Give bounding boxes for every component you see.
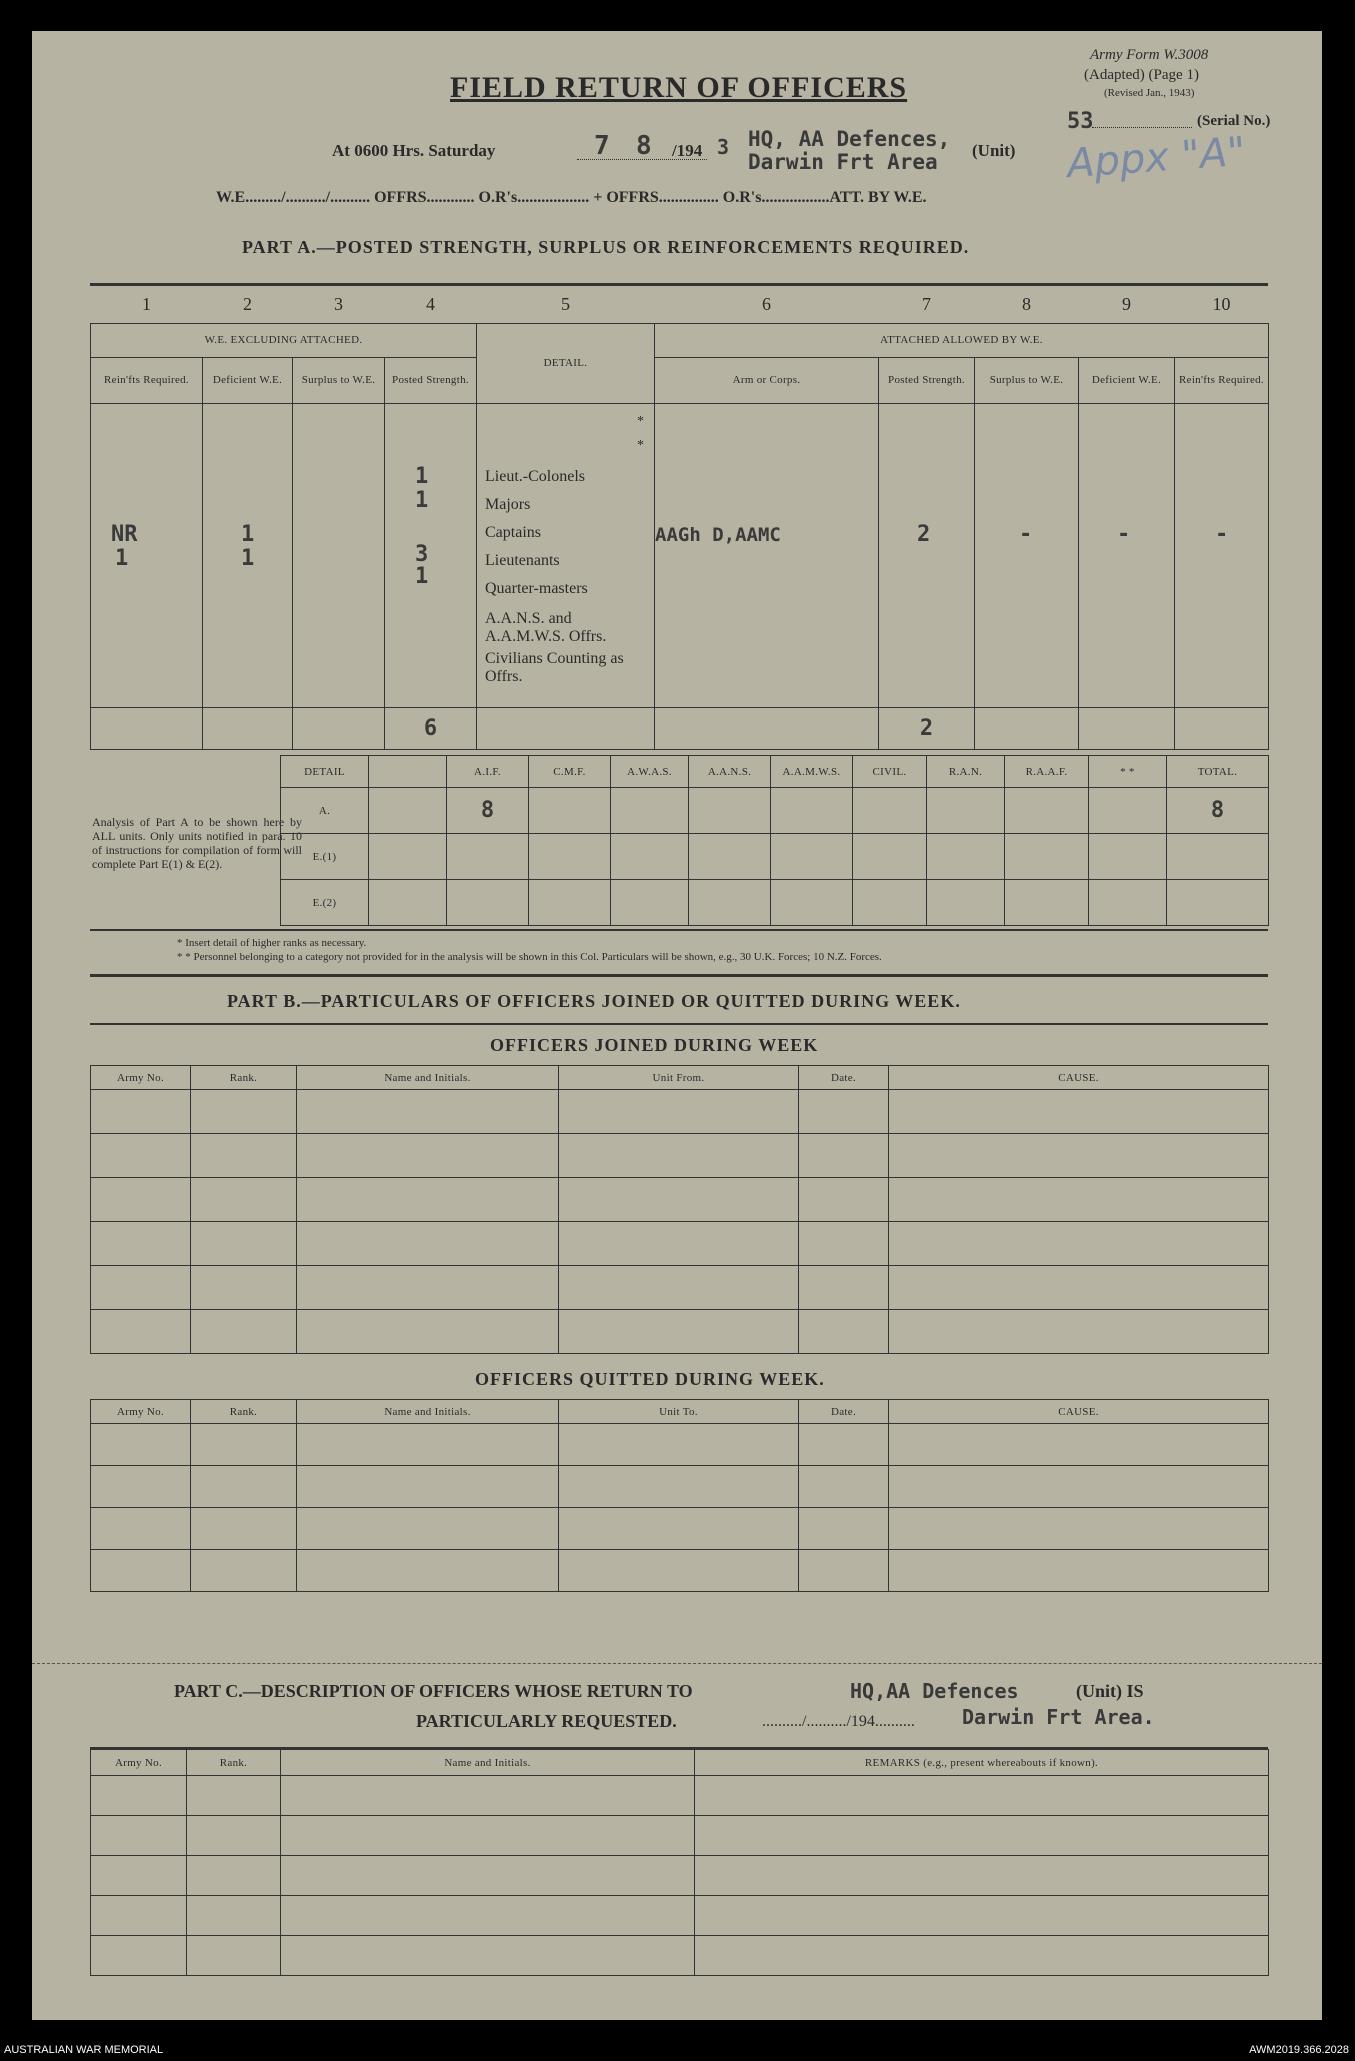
part-c-header-rank: Rank. [187, 1750, 281, 1776]
analysis-col-total: TOTAL. [1167, 756, 1269, 788]
table-row [91, 1310, 1269, 1354]
serial-number: 53 [1067, 109, 1094, 134]
header-deficient-we: Deficient W.E. [203, 357, 293, 403]
table-row [91, 1816, 1269, 1856]
quitted-header-date: Date. [799, 1400, 889, 1424]
total-cell [203, 707, 293, 749]
handwritten-appendix: Appx "A" [1065, 128, 1248, 188]
unit-typed-line2: Darwin Frt Area [748, 150, 938, 174]
part-c-date-line: ........../........../194.......... [762, 1713, 915, 1730]
form-revised: (Revised Jan., 1943) [1104, 87, 1195, 99]
rank-civilians: Civilians Counting as Offrs. [485, 649, 624, 685]
group-header-attached: ATTACHED ALLOWED BY W.E. [655, 323, 1269, 357]
col-number: 10 [1212, 294, 1231, 315]
joined-header-cause: CAUSE. [889, 1066, 1269, 1090]
joined-header-name: Name and Initials. [297, 1066, 559, 1090]
footnote-2: * * Personnel belonging to a category not provided for in the analysis will be shown in this Col. Particulars will be shown, e.g., 30 U.K. Forces; 10 N.Z. Forces. [177, 951, 882, 963]
footnote-1: * Insert detail of higher ranks as necessary. [177, 937, 367, 949]
form-number: Army Form W.3008 [1090, 47, 1209, 63]
total-cell [1079, 707, 1175, 749]
rule [90, 974, 1268, 977]
table-row [91, 1776, 1269, 1816]
col-number: 8 [1022, 294, 1031, 315]
form-adapted: (Adapted) (Page 1) [1084, 67, 1199, 83]
rule [90, 1023, 1268, 1025]
cell-surplus [293, 403, 385, 707]
total-cell [91, 707, 203, 749]
rule [90, 283, 1268, 286]
part-a-table [90, 287, 1269, 750]
part-c-header-army-no: Army No. [91, 1750, 187, 1776]
part-c-unit-label: (Unit) IS [1076, 1681, 1144, 1701]
typed-posted-ltcol: 1 [415, 463, 429, 489]
date-year-prefix: /194 [672, 141, 703, 160]
total-cell [655, 707, 879, 749]
form-sheet [32, 31, 1322, 2020]
typed-deficient-captains: 1 [241, 521, 255, 547]
header-att-deficient: Deficient W.E. [1079, 357, 1175, 403]
part-c-heading-1: PART C.—DESCRIPTION OF OFFICERS WHOSE RETURN TO [174, 1681, 693, 1701]
part-c-heading-2: PARTICULARLY REQUESTED. [416, 1711, 677, 1731]
table-row [91, 1090, 1269, 1134]
analysis-table [280, 755, 1269, 926]
analysis-col-raaf: R.A.A.F. [1005, 756, 1089, 788]
header-att-reinfts: Rein'fts Required. [1175, 357, 1269, 403]
rule [90, 929, 1268, 931]
part-c-header-remarks: REMARKS (e.g., present whereabouts if known). [695, 1750, 1269, 1776]
analysis-row-e2: E.(2) [281, 880, 369, 926]
rank-lieutenants: Lieutenants [485, 551, 560, 569]
rank-quartermasters: Quarter-masters [485, 579, 588, 597]
quitted-title: OFFICERS QUITTED DURING WEEK. [475, 1369, 825, 1389]
part-c-unit-typed: HQ,AA Defences [850, 1679, 1019, 1703]
table-row [91, 1896, 1269, 1936]
joined-title: OFFICERS JOINED DURING WEEK [490, 1035, 819, 1055]
col-number: 4 [426, 294, 435, 315]
group-header-we-excluding: W.E. EXCLUDING ATTACHED. [91, 323, 477, 357]
joined-header-army-no: Army No. [91, 1066, 191, 1090]
table-row [91, 1424, 1269, 1466]
total-cell [1175, 707, 1269, 749]
part-c-header-name: Name and Initials. [281, 1750, 695, 1776]
header-arm-corps: Arm or Corps. [655, 357, 879, 403]
col-number: 5 [561, 294, 570, 315]
analysis-note: Analysis of Part A to be shown here by ALL units. Only units notified in para. 10 of instructions for compilation of form will complete Part E(1) & E(2). [92, 815, 302, 871]
table-row [91, 1508, 1269, 1550]
analysis-col-other: * * [1089, 756, 1167, 788]
typed-total-a: 8 [1167, 788, 1269, 834]
col-number: 9 [1122, 294, 1131, 315]
analysis-col-civil: CIVIL. [853, 756, 927, 788]
typed-att-posted: 2 [917, 521, 931, 547]
joined-header-rank: Rank. [191, 1066, 297, 1090]
table-row [91, 1266, 1269, 1310]
cell-posted [385, 403, 477, 707]
col-number: 6 [762, 294, 771, 315]
typed-deficient-lieutenants: 1 [241, 545, 255, 571]
cell-att-posted [879, 403, 975, 707]
analysis-col-aans: A.A.N.S. [689, 756, 771, 788]
typed-reinf-lieutenants: 1 [115, 545, 129, 571]
joined-table [90, 1065, 1269, 1354]
typed-total-posted: 6 [385, 707, 477, 749]
unit-label: (Unit) [972, 141, 1016, 160]
typed-att-deficient: - [1117, 521, 1131, 547]
quitted-header-rank: Rank. [191, 1400, 297, 1424]
at-hours-line: At 0600 Hrs. Saturday [332, 141, 496, 160]
total-cell [975, 707, 1079, 749]
analysis-col-aamws: A.A.M.W.S. [771, 756, 853, 788]
analysis-col-blank [369, 756, 447, 788]
total-cell [293, 707, 385, 749]
header-posted-strength: Posted Strength. [385, 357, 477, 403]
table-row [91, 1936, 1269, 1976]
analysis-row-a: A. [281, 788, 369, 834]
cell-reinf [91, 403, 203, 707]
joined-header-unit-from: Unit From. [559, 1066, 799, 1090]
rank-aans: A.A.N.S. and A.A.M.W.S. Offrs. [485, 609, 607, 645]
cell-rank-list [477, 403, 655, 707]
detail-header: DETAIL. [477, 323, 655, 403]
typed-aif-a: 8 [447, 788, 529, 834]
col-number: 1 [142, 294, 151, 315]
typed-reinf-captains: NR [111, 521, 138, 547]
part-a-heading: PART A.—POSTED STRENGTH, SURPLUS OR REINFORCEMENTS REQUIRED. [242, 237, 970, 257]
total-cell [477, 707, 655, 749]
table-row [91, 1550, 1269, 1592]
part-b-heading: PART B.—PARTICULARS OF OFFICERS JOINED OR QUITTED DURING WEEK. [227, 991, 961, 1011]
quitted-header-cause: CAUSE. [889, 1400, 1269, 1424]
form-title: FIELD RETURN OF OFFICERS [450, 71, 908, 104]
typed-posted-lieutenants: 3 [415, 541, 429, 567]
star-marker: * [637, 413, 644, 429]
date-month: 8 [636, 131, 652, 161]
table-row [91, 1856, 1269, 1896]
cell-att-surplus [975, 403, 1079, 707]
table-row [91, 1134, 1269, 1178]
typed-att-surplus: - [1019, 521, 1033, 547]
date-year-digit: 3 [717, 135, 730, 159]
serial-label: (Serial No.) [1197, 113, 1271, 129]
star-marker: * [637, 437, 644, 453]
cell-arm-corps [655, 403, 879, 707]
part-c-unit-typed-2: Darwin Frt Area. [962, 1705, 1155, 1729]
footer-accession: AWM2019.366.2028 [1249, 2044, 1349, 2056]
header-reinfts-required: Rein'fts Required. [91, 357, 203, 403]
typed-posted-majors: 1 [415, 487, 429, 513]
we-line: W.E........./........../.......... OFFRS............ O.R's.................. + OFFRS............... O.R's.................ATT. BY W.E. [216, 189, 927, 206]
table-row [91, 1222, 1269, 1266]
quitted-table [90, 1399, 1269, 1592]
date-day: 7 [594, 131, 610, 161]
footer-source: AUSTRALIAN WAR MEMORIAL [4, 2044, 164, 2056]
cell-att-reinf [1175, 403, 1269, 707]
part-c-table [90, 1749, 1269, 1976]
analysis-row-e1: E.(1) [281, 834, 369, 880]
cell-deficient [203, 403, 293, 707]
header-surplus-we: Surplus to W.E. [293, 357, 385, 403]
quitted-header-name: Name and Initials. [297, 1400, 559, 1424]
typed-att-reinf: - [1215, 521, 1229, 547]
col-number: 3 [334, 294, 343, 315]
col-number: 7 [922, 294, 931, 315]
quitted-header-army-no: Army No. [91, 1400, 191, 1424]
header-att-surplus: Surplus to W.E. [975, 357, 1079, 403]
quitted-header-unit-to: Unit To. [559, 1400, 799, 1424]
analysis-col-aif: A.I.F. [447, 756, 529, 788]
rank-lt-colonels: Lieut.-Colonels [485, 467, 585, 485]
header-att-posted-strength: Posted Strength. [879, 357, 975, 403]
rank-captains: Captains [485, 523, 541, 541]
table-row [91, 1466, 1269, 1508]
perforation-line [32, 1663, 1322, 1664]
typed-posted-qm: 1 [415, 563, 429, 589]
table-row [91, 1178, 1269, 1222]
rank-majors: Majors [485, 495, 531, 513]
analysis-col-ran: R.A.N. [927, 756, 1005, 788]
typed-arm-corps: AAGh D,AAMC [655, 523, 781, 546]
analysis-col-awas: A.W.A.S. [611, 756, 689, 788]
analysis-col-detail: DETAIL [281, 756, 369, 788]
cell-att-deficient [1079, 403, 1175, 707]
joined-header-date: Date. [799, 1066, 889, 1090]
serial-underline [1092, 127, 1192, 128]
analysis-col-cmf: C.M.F. [529, 756, 611, 788]
typed-total-att-posted: 2 [879, 707, 975, 749]
col-number: 2 [243, 294, 252, 315]
unit-typed-line1: HQ, AA Defences, [748, 127, 951, 151]
